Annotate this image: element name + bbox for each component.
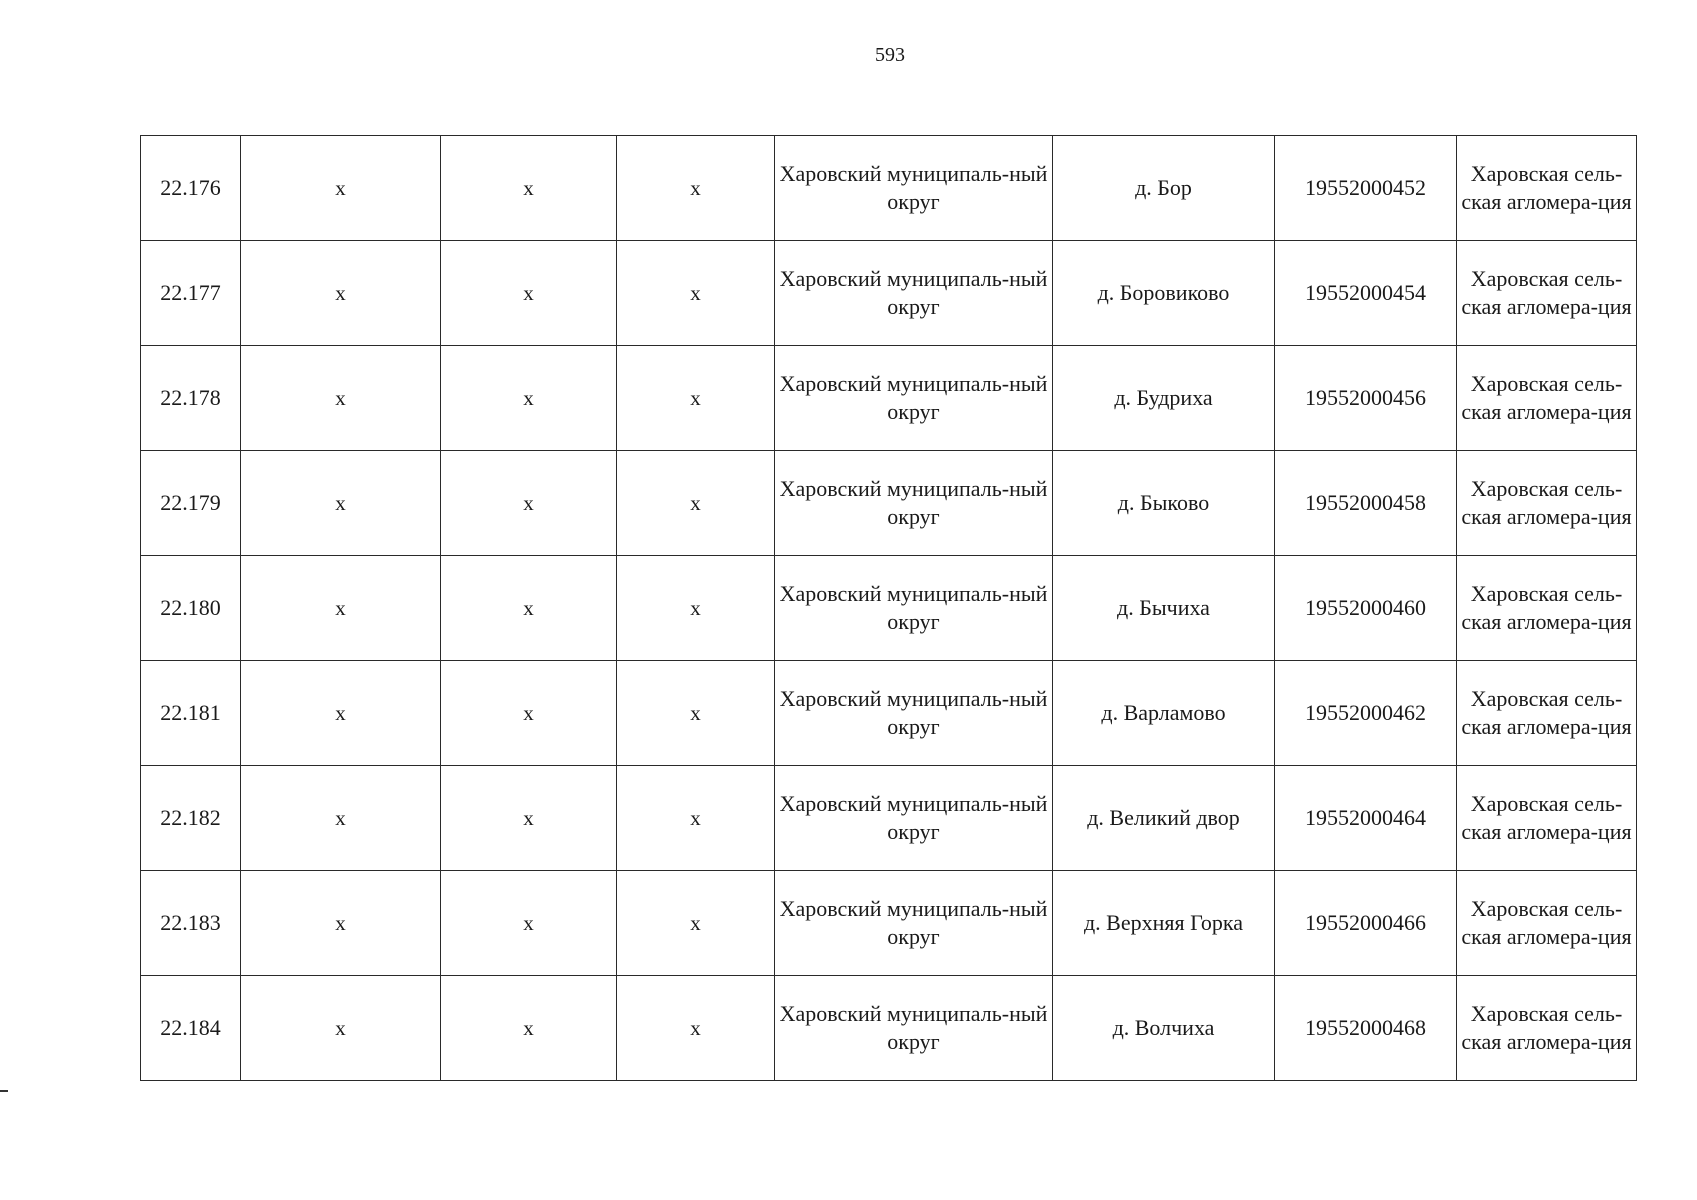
cell-x: х (441, 451, 617, 556)
page-number: 593 (875, 44, 905, 66)
cell-x: х (241, 766, 441, 871)
settlement-cell: д. Бычиха (1053, 556, 1275, 661)
code-cell: 19552000464 (1275, 766, 1457, 871)
row-number: 22.176 (141, 136, 241, 241)
table-row (141, 346, 1637, 451)
row-number: 22.180 (141, 556, 241, 661)
code-cell: 19552000452 (1275, 136, 1457, 241)
margin-mark (0, 1090, 8, 1092)
agglomeration-cell: Харовская сель-ская агломера-ция (1457, 661, 1637, 766)
cell-x: х (617, 661, 775, 766)
district-cell: Харовский муниципаль-ный округ (775, 346, 1053, 451)
district-cell: Харовский муниципаль-ный округ (775, 661, 1053, 766)
cell-x: х (617, 871, 775, 976)
district-cell: Харовский муниципаль-ный округ (775, 241, 1053, 346)
table-row (141, 451, 1637, 556)
cell-x: х (617, 556, 775, 661)
table-row (141, 136, 1637, 241)
row-number: 22.182 (141, 766, 241, 871)
settlement-cell: д. Варламово (1053, 661, 1275, 766)
table-body (141, 136, 1637, 1081)
row-number: 22.179 (141, 451, 241, 556)
cell-x: х (617, 136, 775, 241)
settlement-cell: д. Будриха (1053, 346, 1275, 451)
agglomeration-cell: Харовская сель-ская агломера-ция (1457, 241, 1637, 346)
cell-x: х (441, 136, 617, 241)
agglomeration-cell: Харовская сель-ская агломера-ция (1457, 136, 1637, 241)
row-number: 22.177 (141, 241, 241, 346)
agglomeration-cell: Харовская сель-ская агломера-ция (1457, 556, 1637, 661)
code-cell: 19552000462 (1275, 661, 1457, 766)
district-cell: Харовский муниципаль-ный округ (775, 556, 1053, 661)
cell-x: х (617, 346, 775, 451)
agglomeration-cell: Харовская сель-ская агломера-ция (1457, 346, 1637, 451)
cell-x: х (441, 976, 617, 1081)
cell-x: х (241, 241, 441, 346)
cell-x: х (441, 871, 617, 976)
table-row (141, 976, 1637, 1081)
cell-x: х (617, 451, 775, 556)
cell-x: х (241, 976, 441, 1081)
cell-x: х (241, 136, 441, 241)
cell-x: х (441, 556, 617, 661)
agglomeration-cell: Харовская сель-ская агломера-ция (1457, 766, 1637, 871)
settlement-cell: д. Бор (1053, 136, 1275, 241)
row-number: 22.184 (141, 976, 241, 1081)
row-number: 22.183 (141, 871, 241, 976)
agglomeration-cell: Харовская сель-ская агломера-ция (1457, 976, 1637, 1081)
agglomeration-cell: Харовская сель-ская агломера-ция (1457, 871, 1637, 976)
district-cell: Харовский муниципаль-ный округ (775, 871, 1053, 976)
cell-x: х (241, 556, 441, 661)
row-number: 22.178 (141, 346, 241, 451)
agglomeration-cell: Харовская сель-ская агломера-ция (1457, 451, 1637, 556)
cell-x: х (241, 346, 441, 451)
settlement-cell: д. Верхняя Горка (1053, 871, 1275, 976)
settlement-cell: д. Волчиха (1053, 976, 1275, 1081)
settlement-cell: д. Великий двор (1053, 766, 1275, 871)
code-cell: 19552000468 (1275, 976, 1457, 1081)
cell-x: х (241, 661, 441, 766)
row-number: 22.181 (141, 661, 241, 766)
table-row (141, 871, 1637, 976)
district-cell: Харовский муниципаль-ный округ (775, 451, 1053, 556)
cell-x: х (617, 241, 775, 346)
table-row (141, 556, 1637, 661)
table-row (141, 766, 1637, 871)
cell-x: х (441, 241, 617, 346)
settlement-cell: д. Быково (1053, 451, 1275, 556)
cell-x: х (241, 871, 441, 976)
district-cell: Харовский муниципаль-ный округ (775, 766, 1053, 871)
cell-x: х (441, 346, 617, 451)
settlements-table (140, 135, 1637, 1081)
district-cell: Харовский муниципаль-ный округ (775, 976, 1053, 1081)
cell-x: х (241, 451, 441, 556)
table-row (141, 661, 1637, 766)
settlement-cell: д. Боровиково (1053, 241, 1275, 346)
code-cell: 19552000454 (1275, 241, 1457, 346)
code-cell: 19552000458 (1275, 451, 1457, 556)
code-cell: 19552000456 (1275, 346, 1457, 451)
table-row (141, 241, 1637, 346)
code-cell: 19552000460 (1275, 556, 1457, 661)
cell-x: х (441, 661, 617, 766)
district-cell: Харовский муниципаль-ный округ (775, 136, 1053, 241)
code-cell: 19552000466 (1275, 871, 1457, 976)
cell-x: х (617, 766, 775, 871)
cell-x: х (617, 976, 775, 1081)
cell-x: х (441, 766, 617, 871)
